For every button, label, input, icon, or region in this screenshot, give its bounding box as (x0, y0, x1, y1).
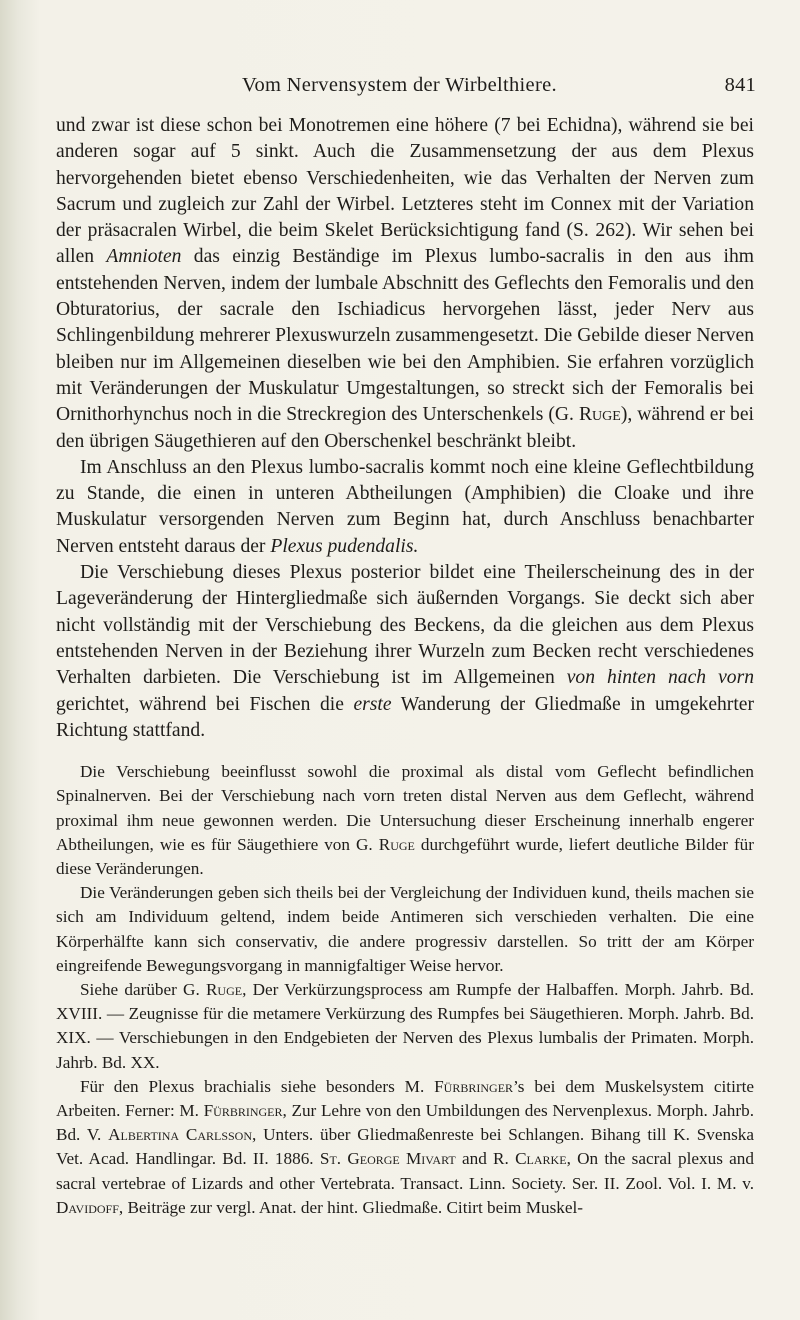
text-run: das einzig Beständige im Plexus lumbo-sacralis in den aus ihm entstehenden Nerven, indem der lumbale Abschnitt des Geflechts den Femoralis und den Obturatorius, der sacrale den Ischiadicus hervorgehen lässt, jeder Nerv aus Schlingenbildung mehrerer Plexuswurzeln zusammengesetzt. Die Gebilde dieser Nerven bleiben nur im Allgemeinen dieselben wie bei den Amphibien. Sie erfahren vorzüglich mit Veränderungen der Muskulatur Umgestaltungen, so streckt sich der Femoralis bei Ornithorhynchus noch in die Streckregion des Unterschenkels (G. (56, 246, 754, 426)
italic-term: Plexus pudendalis. (270, 535, 419, 557)
paragraph-3 (56, 560, 754, 744)
author-name: Ruge (578, 404, 621, 426)
text-run: Siehe darüber G. (80, 979, 206, 999)
text-run: Im Anschluss an den Plexus lumbo-sacralis kommt noch eine kleine Geflechtbildung zu Stande, die einen in unteren Abtheilungen (Amphibien) die Cloake und ihre Muskulatur versorgenden Nerven zum Beginn hat, durch Anschluss benachbarter Nerven entsteht daraus der (56, 456, 754, 557)
italic-term: von hinten nach vorn (566, 667, 754, 689)
text-run: Die Verschiebung dieses Plexus posterior bildet eine Theilerscheinung des in der Lageveränderung der Hintergliedmaße sich äußernden Vorgangs. Sie deckt sich aber nicht vollständig mit der Verschiebung des Beckens, da die gleichen aus dem Plexus entstehenden Nerven in der Beziehung ihrer Wurzeln zum Becken recht verschiedenes Verhalten darbieten. Die Verschiebung ist im Allgemeinen (56, 562, 754, 689)
author-name: Fürbringer (434, 1076, 514, 1096)
text-run: und zwar ist diese schon bei Monotremen eine höhere (7 bei Echidna), während sie bei anderen sogar auf 5 sinkt. Auch die Zusammensetzung der aus dem Plexus hervorgehenden bietet ebenso Verschiedenheiten, wie das Verhalten der Nerven zum Sacrum und zugleich zur Zahl der Wirbel. Letzteres steht im Connex mit der Variation der präsacralen Wirbel, die beim Skelet Berücksichtigung fand (S. 262). Wir sehen bei allen (56, 115, 754, 268)
page-number: 841 (724, 74, 756, 96)
text-run: durchgeführt wurde, liefert deutliche Bilder für diese Veränderungen. (56, 834, 754, 878)
note-paragraph-3 (56, 978, 754, 1075)
text-run: , Der Verkürzungsprocess am Rumpfe der Halbaffen. Morph. Jahrb. Bd. XVIII. — Zeugnisse für die metamere Verkürzung des Rumpfes bei Säugethieren. Morph. Jahrb. Bd. XIX. — Verschiebungen in den Endgebieten der Nerven des Plexus lumbalis der Primaten. Morph. Jahrb. Bd. XX. (56, 979, 754, 1072)
text-run: Die Veränderungen geben sich theils bei der Vergleichung der Individuen kund, theils machen sie sich am Individuum geltend, indem beide Antimeren sich verschieden verhalten. Die eine Körperhälfte kann sich conservativ, die andere progressiv darstellen. So tritt der am Körper eingreifende Bewegungsvorgang in mannigfaltiger Weise hervor. (56, 883, 754, 975)
running-title: Vom Nervensystem der Wirbelthiere. (242, 74, 557, 96)
text-run: , Zur Lehre von den Umbildungen des Nervenplexus. Morph. Jahrb. Bd. V. (56, 1100, 754, 1145)
author-name: Clarke (515, 1149, 567, 1169)
text-run: gerichtet, während bei Fischen die (56, 693, 354, 715)
paragraph-2 (56, 455, 754, 560)
note-paragraph-1 (56, 760, 754, 881)
text-run: Für den Plexus brachialis siehe besonders M. (80, 1076, 435, 1096)
note-paragraph-2 (56, 881, 754, 978)
text-run: and R. (455, 1149, 516, 1169)
text-run: , Beiträge zur vergl. Anat. der hint. Gliedmaße. Citirt beim Muskel- (118, 1197, 583, 1217)
author-name: Davidoff (56, 1197, 119, 1217)
text-run: , On the sacral plexus and sacral vertebrae of Lizards and other Vertebrata. Transact. Linn. Society. Ser. II. Zool. Vol. I. M. v. (56, 1149, 754, 1193)
text-run: , Unters. über Gliedmaßenreste bei Schlangen. Bihang till K. Svenska Vet. Acad. Handlingar. Bd. II. 1886. (56, 1125, 754, 1169)
italic-term: Amnioten (106, 246, 182, 268)
running-header (242, 74, 756, 97)
text-run: ’s bei dem Muskelsystem citirte Arbeiten. Ferner: M. (56, 1076, 754, 1120)
notes-section (56, 760, 754, 1220)
main-text (56, 113, 754, 1220)
author-name: Ruge (378, 834, 415, 854)
author-name: Fürbringer (203, 1100, 283, 1120)
author-name: St. George Mivart (319, 1149, 456, 1169)
note-paragraph-4 (56, 1075, 754, 1220)
italic-term: erste (353, 693, 392, 715)
text-run: Wanderung der Gliedmaße in umgekehrter Richtung stattfand. (56, 693, 755, 741)
text-run: ), während er bei den übrigen Säugethieren auf den Oberschenkel beschränkt bleibt. (56, 404, 754, 452)
text-run: Die Verschiebung beeinflusst sowohl die proximal als distal vom Geflecht befindlichen Spinalnerven. Bei der Verschiebung nach vorn treten distal Nerven aus dem Geflecht, während proximal ihm neue gewonnen werden. Die Untersuchung dieser Erscheinung innerhalb engerer Abtheilungen, wie es für Säugethiere von G. (56, 762, 754, 854)
author-name: Ruge (205, 979, 243, 999)
author-name: Albertina Carlsson (108, 1125, 253, 1145)
paragraph-1 (56, 113, 754, 455)
